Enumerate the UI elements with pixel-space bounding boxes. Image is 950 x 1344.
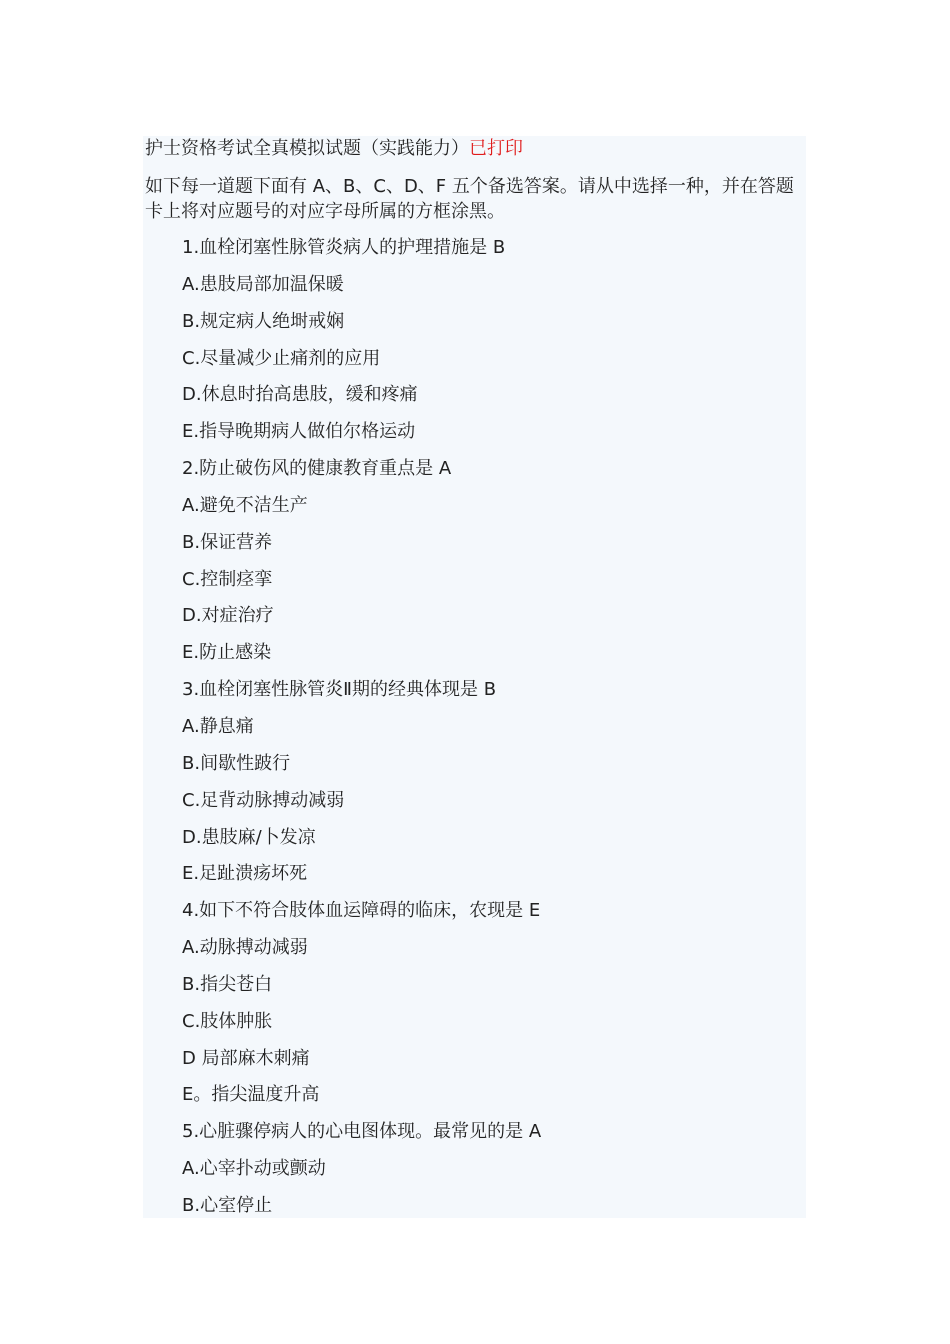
answer-option: C.尽量减少止痛剂的应用 [182,347,381,369]
answer-option: E.防止感染 [182,642,272,664]
answer-option: E.足趾溃疡坏死 [182,863,308,885]
instructions-paragraph: 如下每一道题下面有 A、B、C、D、F 五个备选答案。请从中选择一种，并在答题卡上将对应题号的对应字母所属的方框涂黑。 [145,176,794,222]
answer-option: C.足背动脉搏动减弱 [182,789,345,811]
answer-option: D.对症治疗 [182,605,274,627]
answer-option: C.控制痉挛 [182,568,273,590]
answer-option: E。指尖温度升高 [182,1084,320,1106]
answer-option: C.肢体肿胀 [182,1010,273,1032]
answer-option: D.患肢麻/卜发凉 [182,826,316,848]
question-text: 3.血栓闭塞性脉管炎Ⅱ期的经典体现是 B [182,679,497,701]
question-list [182,235,541,1230]
answer-option: B.心室停止 [182,1194,273,1216]
answer-option: E.指导晚期病人做伯尔格运动 [182,421,416,443]
answer-option: A.避免不洁生产 [182,494,308,516]
answer-option: B.指尖苍白 [182,973,273,995]
answer-option: A.患肢局部加温保暖 [182,273,344,295]
answer-option: B.规定病人绝埘戒娴 [182,310,345,332]
answer-option: D.休息时抬高患肢，缓和疼痛 [182,384,418,406]
document-title [145,137,523,161]
answer-option: A.心宰扑动或颤动 [182,1158,326,1180]
answer-option: D 局部麻木刺痛 [182,1047,310,1069]
question-text: 1.血栓闭塞性脉管炎病人的护理措施是 B [182,237,506,258]
answer-option: A.静息痛 [182,715,254,737]
title-text: 护士资格考试全真模拟试题（实践能力） [145,138,469,159]
answer-option: A.动脉搏动减弱 [182,937,308,959]
question-text: 4.如下不符合肢体血运障碍的临床，农现是 E [182,900,541,922]
answer-option: B.间歇性跛行 [182,752,291,774]
answer-option: B.保证营养 [182,531,273,553]
printed-status-label: 已打印 [469,138,523,159]
question-text: 2.防止破伤风的健康教育重点是 A [182,458,452,480]
question-text: 5.心脏骤停病人的心电图体现。最常见的是 A [182,1121,542,1143]
